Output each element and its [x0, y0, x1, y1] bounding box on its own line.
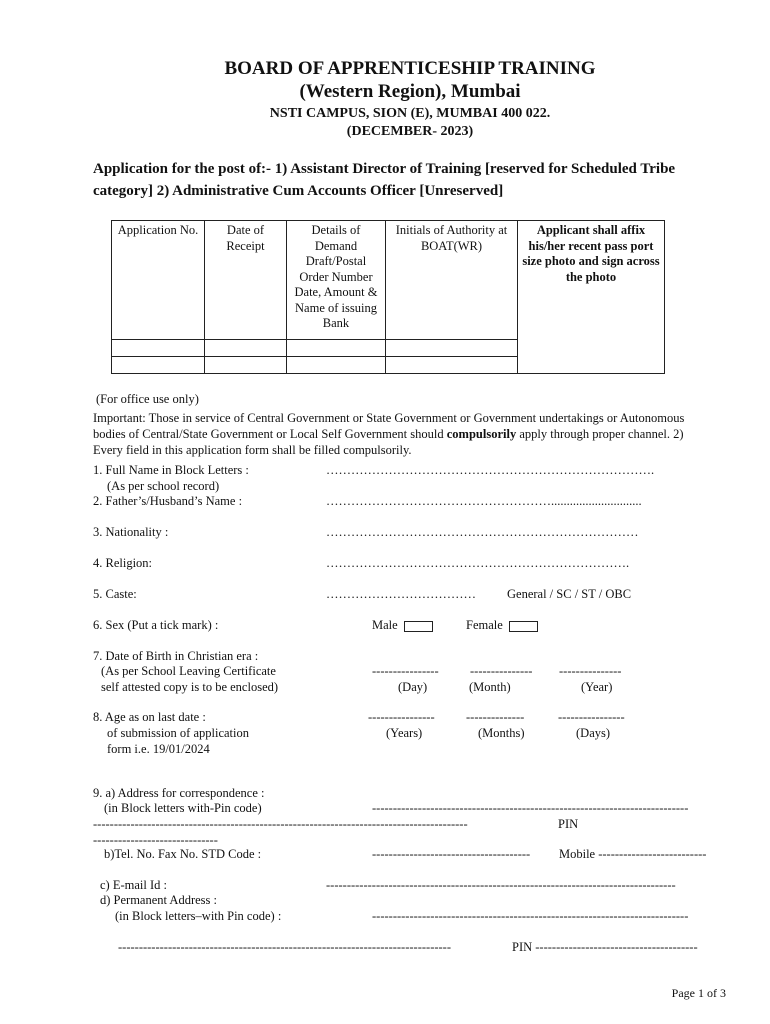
field-full-name-input[interactable]: …………………………………………………………………….: [326, 463, 655, 477]
dob-day-label: (Day): [398, 680, 428, 694]
page-number: Page 1 of 3: [671, 986, 726, 1000]
field-tel-label: b)Tel. No. Fax No. STD Code :: [104, 847, 262, 861]
age-months-input[interactable]: --------------: [466, 710, 525, 724]
field-father-name-input[interactable]: ……………………………………………….............................: [326, 494, 642, 508]
dob-month-label: (Month): [469, 680, 511, 694]
field-nationality-label: 3. Nationality :: [93, 525, 169, 539]
table-cell: [205, 340, 287, 357]
col-application-no: Application No.: [112, 221, 205, 340]
table-cell: [205, 357, 287, 374]
month-year: (DECEMBER- 2023): [346, 124, 474, 139]
field-permanent-address-label: d) Permanent Address :: [100, 893, 217, 907]
address-line3-input[interactable]: ------------------------------: [93, 833, 218, 847]
field-age-sub1: of submission of application: [107, 726, 249, 740]
office-use-note: (For office use only): [96, 392, 199, 406]
field-dob-sub2: self attested copy is to be enclosed): [101, 680, 279, 694]
mobile-input[interactable]: Mobile --------------------------: [559, 847, 707, 861]
compulsorily-emphasis: compulsorily: [446, 427, 517, 441]
table-cell: [287, 340, 386, 357]
campus-address: NSTI CAMPUS, SION (E), MUMBAI 400 022.: [269, 106, 551, 121]
field-religion-input[interactable]: ……………………………………………………………….: [326, 556, 630, 570]
age-years-label: (Years): [386, 726, 423, 740]
field-nationality-input[interactable]: …………………………………………………………………: [326, 525, 639, 539]
field-dob-sub1: (As per School Leaving Certificate: [101, 664, 276, 678]
permanent-address-pin-input[interactable]: PIN ---------------------------------------: [512, 940, 698, 954]
field-age-sub2: form i.e. 19/01/2024: [107, 742, 210, 756]
field-age-label: 8. Age as on last date :: [93, 710, 206, 724]
field-caste-label: 5. Caste:: [93, 587, 137, 601]
dob-day-input[interactable]: ----------------: [372, 664, 439, 678]
female-checkbox[interactable]: [509, 621, 538, 632]
permanent-address-line2-input[interactable]: --------------------------------------------------------------------------------: [118, 940, 452, 954]
field-sex-label: 6. Sex (Put a tick mark) :: [93, 618, 219, 632]
email-input[interactable]: ------------------------------------------------------------------------------------: [326, 878, 676, 892]
age-days-label: (Days): [576, 726, 611, 740]
age-months-label: (Months): [478, 726, 525, 740]
address-line2-input[interactable]: ------------------------------------------------------------------------------------------: [93, 817, 468, 831]
field-permanent-address-sub: (in Block letters–with Pin code) :: [115, 909, 282, 923]
field-email-label: c) E-mail Id :: [100, 878, 167, 892]
address-pin-label: PIN: [558, 817, 579, 831]
photo-box: Applicant shall affix his/her recent pass port size photo and sign across the photo: [518, 221, 665, 374]
male-checkbox[interactable]: [404, 621, 433, 632]
tel-input[interactable]: --------------------------------------: [372, 847, 531, 861]
table-cell: [386, 340, 518, 357]
table-cell: [386, 357, 518, 374]
field-caste-options: General / SC / ST / OBC: [507, 587, 632, 601]
age-days-input[interactable]: ----------------: [558, 710, 625, 724]
age-years-input[interactable]: ----------------: [368, 710, 435, 724]
field-full-name-sub: (As per school record): [107, 479, 220, 493]
permanent-address-line1-input[interactable]: ----------------------------------------------------------------------------: [372, 909, 689, 923]
board-title: BOARD OF APPRENTICESHIP TRAINING: [224, 58, 596, 79]
dob-year-input[interactable]: ---------------: [559, 664, 622, 678]
address-line1-input[interactable]: ----------------------------------------------------------------------------: [372, 801, 689, 815]
field-dob-label: 7. Date of Birth in Christian era :: [93, 649, 259, 663]
field-address-label: 9. a) Address for correspondence :: [93, 786, 265, 800]
col-date-of-receipt: Date of Receipt: [205, 221, 287, 340]
table-cell: [287, 357, 386, 374]
dob-month-input[interactable]: ---------------: [470, 664, 533, 678]
post-title: Application for the post of:- 1) Assistant Director of Training [reserved for Scheduled Tribe category] 2) Administrative Cum Accounts Officer [Unreserved]: [93, 161, 676, 199]
col-authority-initials: Initials of Authority at BOAT(WR): [386, 221, 518, 340]
sex-male-option: Male: [372, 618, 433, 633]
field-full-name-label: 1. Full Name in Block Letters :: [93, 463, 249, 477]
dob-year-label: (Year): [581, 680, 613, 694]
col-dd-details: Details of Demand Draft/Postal Order Number Date, Amount & Name of issuing Bank: [287, 221, 386, 340]
office-use-table: [111, 220, 665, 374]
field-address-sub: (in Block letters with-Pin code): [104, 801, 262, 815]
field-caste-input[interactable]: ………………………………: [326, 587, 476, 601]
important-note: Important: Those in service of Central Government or State Government or Government undertakings or Autonomous bodies of Central/State Government or Local Self Government should compulsorily apply through proper channel. 2) Every field in this application form shall be filled compulsorily.: [93, 411, 685, 457]
sex-female-option: Female: [466, 618, 538, 633]
field-religion-label: 4. Religion:: [93, 556, 153, 570]
field-father-name-label: 2. Father’s/Husband’s Name :: [93, 494, 243, 508]
table-cell: [112, 340, 205, 357]
region-title: (Western Region), Mumbai: [299, 81, 521, 102]
table-cell: [112, 357, 205, 374]
